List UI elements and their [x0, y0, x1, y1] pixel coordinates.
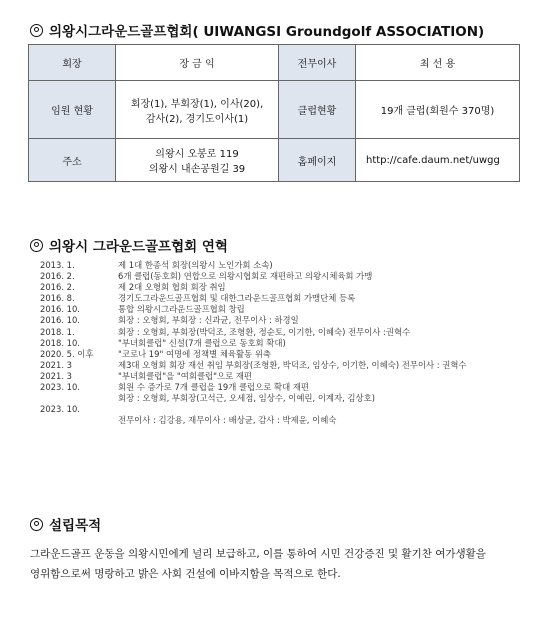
address-label: 주소	[29, 139, 116, 182]
list-item: 2016. 10. 회장 : 오형회, 부회장 : 신과균, 전무이사 : 하경일	[40, 315, 299, 326]
section-title-purpose	[30, 514, 101, 534]
table-row	[29, 81, 520, 139]
history-list	[40, 260, 467, 426]
list-item: 2016. 2. 6개 클럽(동호회) 연합으로 의왕시협회로 재편하고 의왕시체육회 가맹	[40, 271, 373, 282]
list-item: 2021. 3 제3대 오형회 회장 재선 취임 부회장(조형환, 박덕조, 임상수, 이기한, 이혜숙) 전무이사 : 권혁수	[40, 359, 467, 370]
table-row	[29, 45, 520, 81]
list-item: 2016. 8. 경기도그라운드골프협회 및 대한그라운드골프협회 가맹단체 등록	[40, 293, 356, 304]
list-item: 2013. 1. 제 1대 한종석 회장(의왕시 노인가회 소속)	[40, 260, 273, 270]
address-value	[116, 139, 279, 182]
clubs-label: 클럽현황	[279, 81, 356, 139]
list-item: 2018. 10. "부녀회클럽" 신설(7개 클럽으로 동호회 확대)	[40, 337, 286, 348]
president-label: 회장	[29, 45, 116, 81]
purpose-title: 설립목적	[49, 518, 102, 534]
double-circle-icon	[30, 518, 43, 531]
officers-line-2: 감사(2), 경기도이사(1)	[145, 113, 249, 125]
list-item: 2023. 10.	[40, 404, 80, 415]
officers-label: 임원 현황	[29, 81, 116, 139]
homepage-link[interactable]: http://cafe.daum.net/uwgg	[356, 139, 520, 182]
section-title-association	[30, 20, 484, 40]
association-info-table	[28, 44, 520, 182]
section-title-history	[30, 235, 228, 255]
double-circle-icon	[30, 239, 43, 252]
officers-value	[116, 81, 279, 139]
list-item: 2018. 1. 회장 : 오형회, 부회장(박덕조, 조형환, 정순토, 이기한, 이혜숙) 전무이사 :권혁수	[40, 326, 411, 337]
purpose-line-2: 영위함으로써 명랑하고 밝은 사회 건설에 이바지함을 목적으로 한다.	[30, 568, 341, 580]
list-item: 전무이사 : 김강용, 재무이사 : 배상균, 감사 : 박제윤, 이혜숙	[118, 415, 337, 426]
list-item: 2023. 10. 회원 수 증가로 7개 클럽을 19개 클럽으로 확대 재편	[40, 382, 309, 393]
homepage-label: 홈페이지	[279, 139, 356, 182]
president-value: 장 금 익	[116, 45, 279, 81]
table-row	[29, 139, 520, 182]
address-line-2: 의왕시 내손공원길 39	[148, 164, 246, 175]
clubs-value: 19개 클럽(회원수 370명)	[356, 81, 520, 139]
director-value: 최 선 용	[356, 45, 520, 81]
address-line-1: 의왕시 오봉로 119	[155, 149, 239, 160]
history-title: 의왕시 그라운드골프협회 연혁	[49, 239, 228, 255]
list-item: 2016. 2. 제 2대 오형회 협회 회장 취임	[40, 282, 226, 293]
double-circle-icon	[30, 24, 43, 37]
list-item: 2016. 10. 통합 의왕시그라운드골프협회 창립	[40, 304, 245, 315]
association-title: 의왕시그라운드골프협회( UIWANGSI Groundgolf ASSOCIATION)	[49, 24, 485, 40]
list-item: 2020. 5. 이후 "코로나 19" 여명에 정책별 체육활동 위축	[40, 348, 272, 359]
list-item: 회장 : 오형회, 부회장(고석근, 오세점, 임상수, 이예린, 이계자, 김상호)	[118, 393, 375, 404]
purpose-line-1: 그라운드골프 운동을 의왕시민에게 널리 보급하고, 이를 통하여 시민 건강증진 및 활기찬 여가생활을	[30, 548, 486, 560]
purpose-text	[30, 544, 520, 584]
director-label: 전무이사	[279, 45, 356, 81]
list-item: 2021. 3 "부녀회클럽"을 "여회클럽"으로 재편	[40, 370, 252, 381]
officers-line-1: 회장(1), 부회장(1), 이사(20),	[130, 98, 264, 110]
